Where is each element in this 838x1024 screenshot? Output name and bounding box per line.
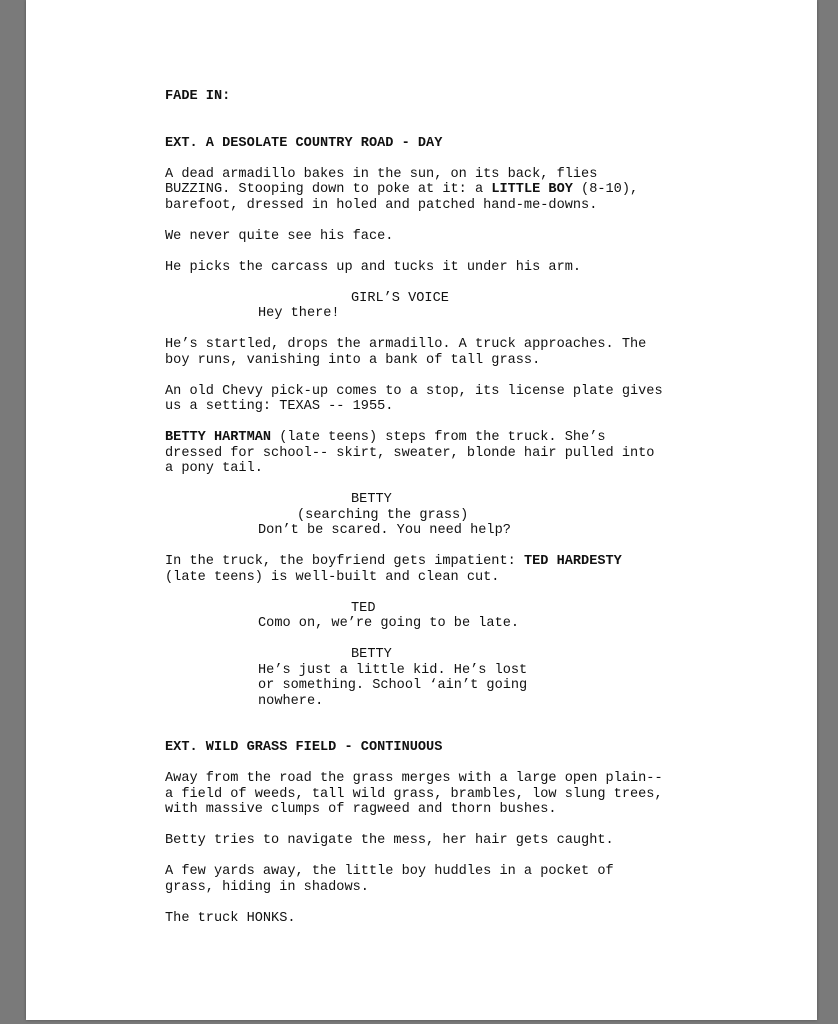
action-paragraph [165, 554, 765, 585]
action-line: A few yards away, the little boy huddles in a pocket of [165, 864, 614, 879]
scene-heading: EXT. A DESOLATE COUNTRY ROAD - DAY [165, 135, 443, 151]
action-paragraph [165, 167, 765, 214]
action-line [165, 430, 765, 446]
action-line: He’s startled, drops the armadillo. A truck approaches. The [165, 337, 647, 352]
action-paragraph: Betty tries to navigate the mess, her hair gets caught. [165, 833, 614, 848]
action-line: An old Chevy pick-up comes to a stop, its license plate gives [165, 383, 663, 399]
action-text: BUZZING. Stooping down to poke at it: a [165, 182, 492, 197]
action-line [165, 182, 765, 198]
action-text: In the truck, the boyfriend gets impatient: [165, 554, 524, 569]
dialogue-line: or something. School ‘ain’t going [258, 678, 528, 693]
action-paragraph [165, 430, 765, 477]
action-line: with massive clumps of ragweed and thorn bushes. [165, 802, 557, 817]
dialogue: Hey there! [258, 306, 340, 321]
character-cue: TED [351, 600, 376, 616]
action-line: A dead armadillo bakes in the sun, on its back, flies [165, 166, 598, 182]
action-text: (late teens) steps from the truck. She’s [271, 430, 606, 445]
action-line: a field of weeds, tall wild grass, brambles, low slung trees, [165, 786, 663, 802]
action-paragraph [165, 864, 765, 895]
action-line: barefoot, dressed in holed and patched hand-me-downs. [165, 197, 598, 213]
dialogue: Don’t be scared. You need help? [258, 523, 511, 538]
action-line: (late teens) is well-built and clean cut. [165, 569, 500, 585]
parenthetical: (searching the grass) [297, 507, 469, 523]
character-cue: BETTY [351, 492, 392, 507]
action-line: Away from the road the grass merges with a large open plain-- [165, 771, 663, 786]
dialogue [165, 663, 558, 710]
action-line: dressed for school-- skirt, sweater, blonde hair pulled into [165, 445, 655, 461]
dialogue-line: nowhere. [258, 693, 324, 709]
character-intro: TED HARDESTY [523, 554, 622, 569]
screenplay-body [165, 89, 765, 926]
action-line: grass, hiding in shadows. [165, 879, 369, 895]
dialogue-line: He’s just a little kid. He’s lost [258, 662, 528, 678]
action-paragraph: The truck HONKS. [165, 910, 296, 926]
action-paragraph: He picks the carcass up and tucks it under his arm. [165, 259, 582, 275]
action-line [165, 554, 765, 570]
action-paragraph [165, 384, 765, 415]
action-paragraph [165, 337, 765, 368]
action-line: us a setting: TEXAS -- 1955. [165, 399, 394, 414]
character-cue: BETTY [351, 647, 392, 662]
action-line: boy runs, vanishing into a bank of tall grass. [165, 352, 541, 368]
character-intro: LITTLE BOY [491, 182, 573, 197]
transition-fade-in: FADE IN: [165, 89, 231, 104]
script-page [26, 0, 817, 1020]
dialogue: Como on, we’re going to be late. [258, 616, 520, 631]
action-paragraph: We never quite see his face. [165, 228, 394, 244]
scene-heading: EXT. WILD GRASS FIELD - CONTINUOUS [165, 740, 443, 755]
character-intro: BETTY HARTMAN [165, 430, 272, 445]
action-paragraph [165, 771, 765, 818]
action-text: (8-10), [572, 182, 639, 197]
character-cue: GIRL’S VOICE [351, 290, 449, 306]
action-line: a pony tail. [165, 461, 263, 476]
